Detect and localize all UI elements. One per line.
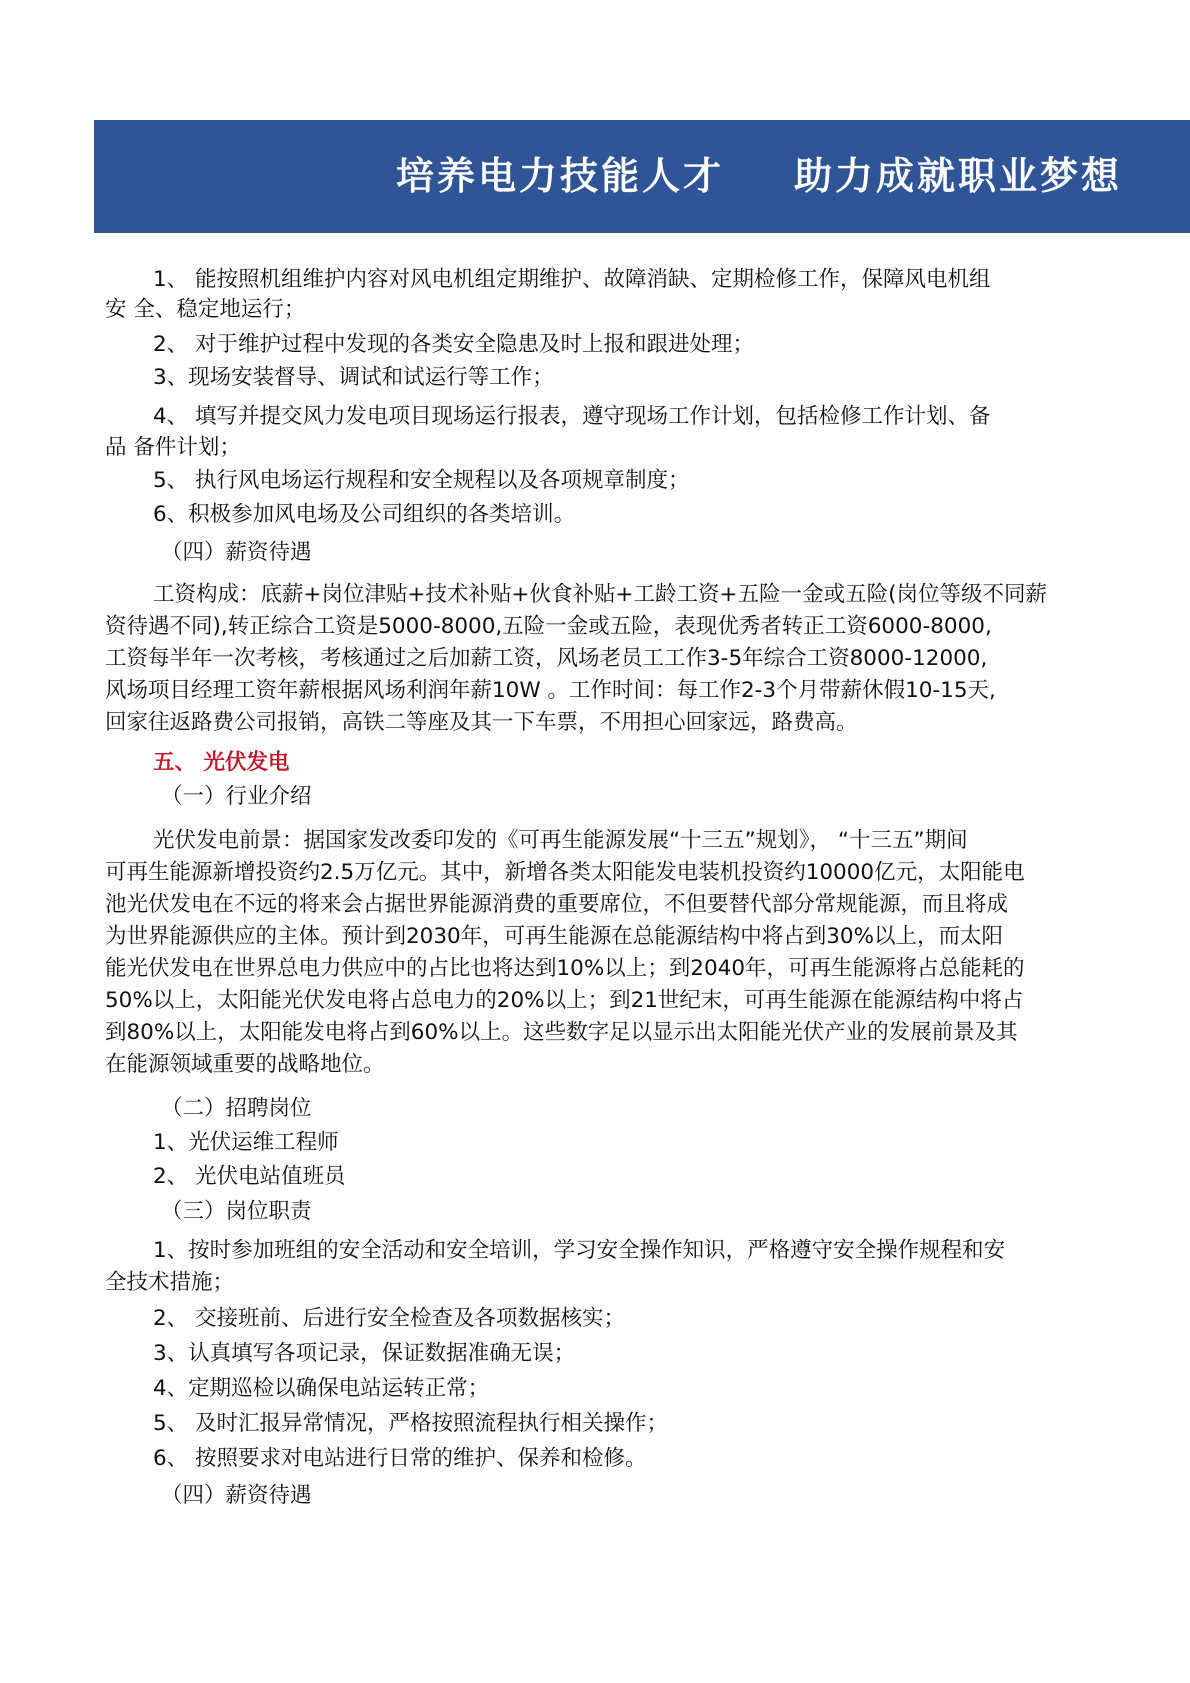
pv-duty-4: 4、定期巡检以确保电站运转正常； bbox=[153, 1376, 490, 1401]
wind-duty-6: 6、积极参加风电场及公司组织的各类培训。 bbox=[153, 502, 576, 527]
pv-intro-line-8: 在能源领域重要的战略地位。 bbox=[105, 1052, 385, 1077]
pv-salary-heading: （四）薪资待遇 bbox=[161, 1483, 312, 1508]
banner-slogan bbox=[396, 120, 1122, 233]
banner-slogan-left: 培养电力技能人才 bbox=[395, 154, 724, 198]
pv-duties-heading: （三）岗位职责 bbox=[161, 1199, 312, 1224]
wind-salary-line-4: 风场项目经理工资年薪根据风场利润年薪10W 。工作时间：每工作2-3个月带薪休假10-15天, bbox=[105, 678, 996, 703]
pv-intro-line-5: 能光伏发电在世界总电力供应中的占比也将达到10%以上；到2040年，可再生能源将占总能耗的 bbox=[105, 956, 1025, 981]
pv-duty-3: 3、认真填写各项记录，保证数据准确无误； bbox=[153, 1341, 576, 1366]
pv-intro-line-2: 可再生能源新增投资约2.5万亿元。其中，新增各类太阳能发电装机投资约10000亿元，太阳能电 bbox=[105, 860, 1025, 885]
wind-salary-line-5: 回家往返路费公司报销，高铁二等座及其一下车票，不用担心回家远，路费高。 bbox=[105, 710, 858, 735]
pv-intro-line-4: 为世界能源供应的主体。预计到2030年，可再生能源在总能源结构中将占到30%以上，而太阳 bbox=[105, 924, 1004, 949]
pv-intro-line-3: 池光伏发电在不远的将来会占据世界能源消费的重要席位，不但要替代部分常规能源，而且将成 bbox=[105, 892, 1009, 917]
pv-intro-line-1: 光伏发电前景：据国家发改委印发的《可再生能源发展“十三五”规划》， “十三五”期间 bbox=[153, 828, 968, 853]
pv-duty-2: 2、 交接班前、后进行安全检查及各项数据核实； bbox=[153, 1306, 626, 1331]
pv-duty-1-cont: 全技术措施； bbox=[105, 1270, 235, 1295]
pv-job-2: 2、 光伏电站值班员 bbox=[153, 1164, 346, 1189]
pv-job-1: 1、光伏运维工程师 bbox=[153, 1130, 339, 1155]
wind-salary-line-2: 资待遇不同),转正综合工资是5000-8000,五险一金或五险，表现优秀者转正工资6000-8000, bbox=[105, 614, 992, 639]
wind-duty-2: 2、 对于维护过程中发现的各类安全隐患及时上报和跟进处理； bbox=[153, 332, 755, 357]
section-title: 五、 光伏发电 bbox=[153, 750, 290, 775]
wind-salary-line-1: 工资构成：底薪+岗位津贴+技术补贴+伙食补贴+工龄工资+五险一金或五险(岗位等级不同薪 bbox=[153, 582, 1047, 607]
wind-duty-3: 3、现场安装督导、调试和试运行等工作； bbox=[153, 365, 554, 390]
pv-duty-6: 6、 按照要求对电站进行日常的维护、保养和检修。 bbox=[153, 1446, 647, 1471]
wind-duty-4: 4、 填写并提交风力发电项目现场运行报表，遵守现场工作计划，包括检修工作计划、备 bbox=[153, 404, 991, 429]
wind-salary-line-3: 工资每半年一次考核，考核通过之后加薪工资，风场老员工工作3-5年综合工资8000-12000, bbox=[105, 646, 988, 671]
pv-duty-5: 5、 及时汇报异常情况，严格按照流程执行相关操作； bbox=[153, 1411, 669, 1436]
pv-intro-line-7: 到80%以上，太阳能发电将占到60%以上。这些数字足以显示出太阳能光伏产业的发展前景及其 bbox=[105, 1020, 1018, 1045]
header-banner bbox=[94, 120, 1190, 233]
wind-duty-5: 5、 执行风电场运行规程和安全规程以及各项规章制度； bbox=[153, 468, 690, 493]
pv-intro-line-6: 50%以上，太阳能光伏发电将占总电力的20%以上；到21世纪末，可再生能源在能源结构中将占 bbox=[105, 988, 1024, 1013]
wind-duty-1-cont: 安 全、稳定地运行； bbox=[105, 297, 306, 322]
wind-salary-heading: （四）薪资待遇 bbox=[161, 540, 312, 565]
wind-duty-4-cont: 品 备件计划； bbox=[105, 435, 241, 460]
pv-intro-heading: （一）行业介绍 bbox=[161, 784, 312, 809]
wind-duty-1: 1、 能按照机组维护内容对风电机组定期维护、故障消缺、定期检修工作，保障风电机组 bbox=[153, 267, 991, 292]
pv-duty-1: 1、按时参加班组的安全活动和安全培训，学习安全操作知识，严格遵守安全操作规程和安 bbox=[153, 1238, 1006, 1263]
pv-jobs-heading: （二）招聘岗位 bbox=[161, 1096, 312, 1121]
banner-slogan-right: 助力成就职业梦想 bbox=[793, 154, 1122, 198]
